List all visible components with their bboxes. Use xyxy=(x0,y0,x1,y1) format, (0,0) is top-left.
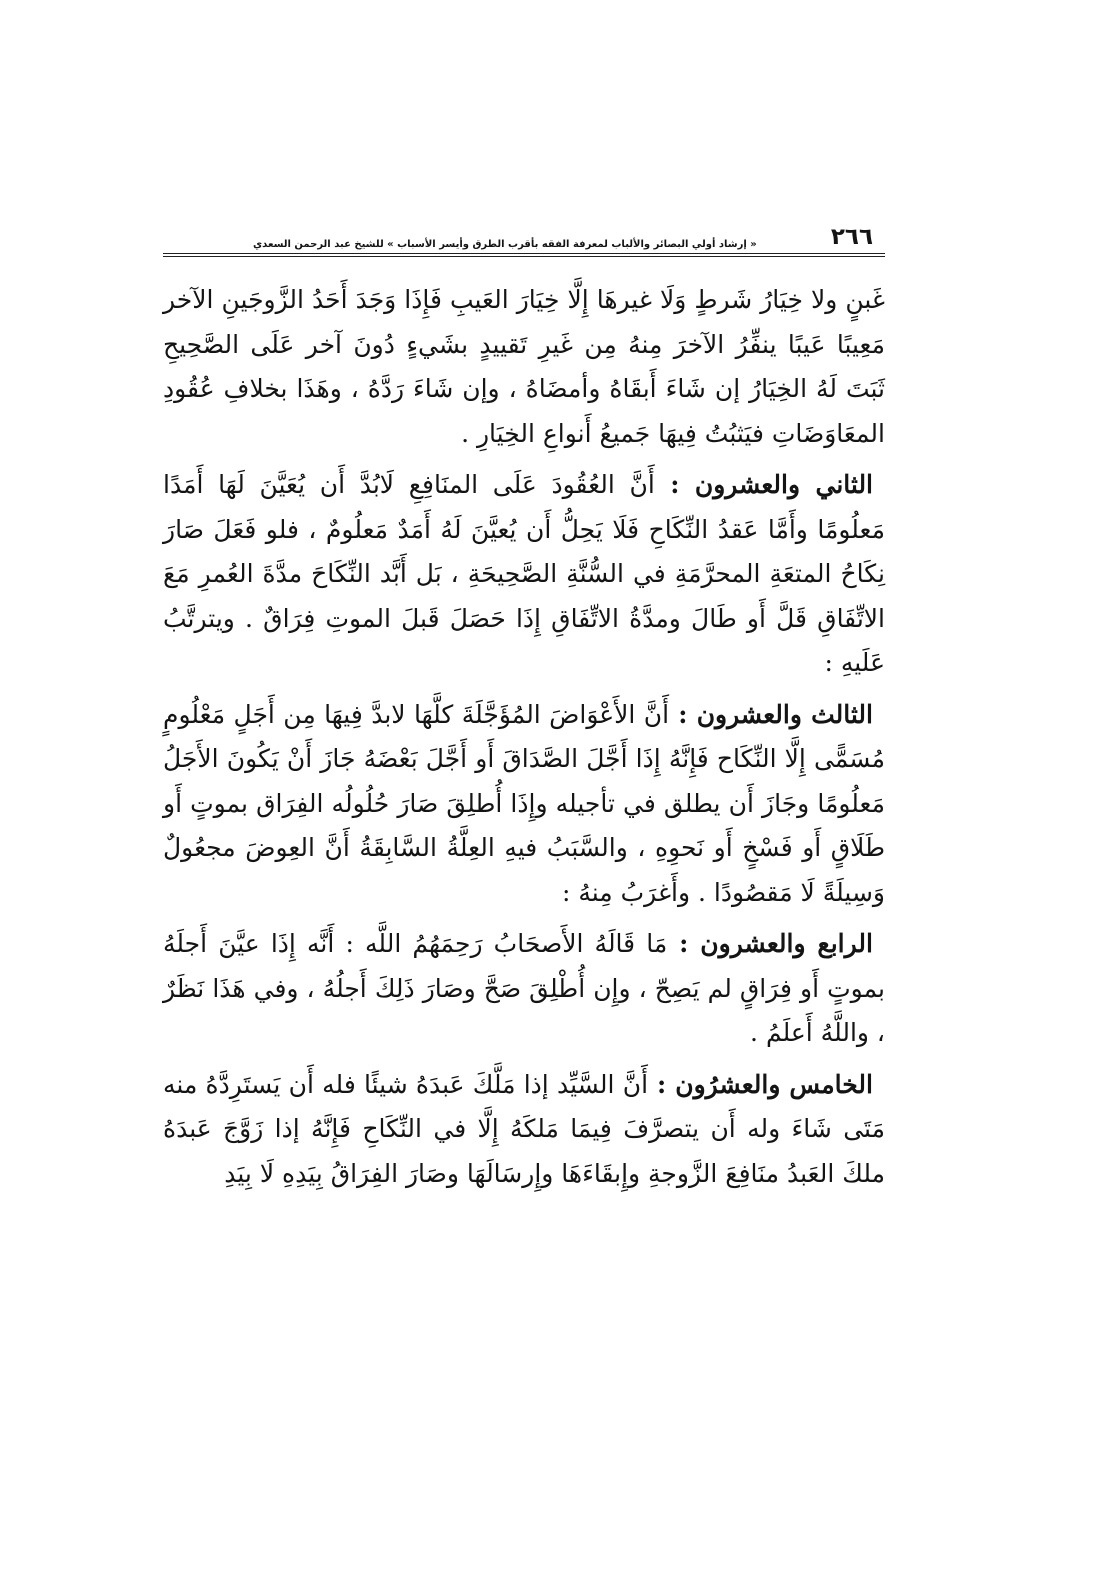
paragraph-text: أَنَّ الأَعْوَاضَ المُؤَجَّلَةَ كلَّهَا لابدَّ فِيهَا مِن أَجَلٍ مَعْلُومٍ مُسَمًّى إِلَّا النِّكَاح فَإِنَّهُ إِذَا أَجَّلَ الصَّدَاقَ أَو أَجَّلَ بَعْضَهُ جَازَ أَنْ يَكُونَ الأَجَلُ مَعلُومًا وجَازَ أَن يطلق في تأجيله وإِذَا أُطلِقَ صَارَ حُلُولُه الفِرَاق بموتٍ أَو طَلَاقٍ أَو فَسْخٍ أَو نَحوِهِ ، والسَّبَبُ فيهِ العِلَّةُ السَّابِقَةُ أَنَّ العِوضَ مجعُولٌ وَسِيلَةً لَا مَقصُودًا . وأَغرَبُ مِنهُ : xyxy=(163,699,885,907)
paragraph-25 xyxy=(163,1063,885,1197)
paragraph-23 xyxy=(163,693,885,916)
page-header xyxy=(253,220,873,250)
paragraph-22 xyxy=(163,463,885,686)
paragraph-heading: الرابع والعشرون : xyxy=(667,929,873,958)
paragraph-heading: الثالث والعشرون : xyxy=(669,699,873,729)
paragraph-text: غَبنٍ ولا خِيَارُ شَرطٍ وَلَا غيرهَا إِلَّا خِيَارَ العَيبِ فَإِذَا وَجَدَ أَحَدُ الزَّوجَينِ الآخر مَعِيبًا عَيبًا ينفِّرُ الآخرَ مِنهُ مِن غَيرِ تَقييدٍ بشَيءٍ دُونَ آخر عَلَى الصَّحِيحِ ثَبَتَ لَهُ الخِيَارُ إن شَاءَ أَبقَاهُ وأمضَاهُ ، وإن شَاءَ رَدَّهُ ، وهَذَا بخلافِ عُقُودِ المعَاوَضَاتِ فيَثبُتُ فِيهَا جَميعُ أَنواعِ الخِيَارِ . xyxy=(163,285,885,448)
paragraph-text: مَا قَالَهُ الأَصحَابُ رَحِمَهُمُ اللَّه : أَنَّه إِذَا عيَّنَ أَجلَهُ بموتٍ أَو فِرَاقٍ لم يَصِحّ ، وإِن أُطْلِقَ صَحَّ وصَارَ ذَلِكَ أَجلُهُ ، وفي هَذَا نَظَرٌ ، واللَّهُ أَعلَمُ . xyxy=(163,929,885,1047)
paragraph-text: أَنَّ العُقُودَ عَلَى المنَافِعِ لَابُدَّ أَن يُعَيَّنَ لَهَا أَمَدًا مَعلُومًا وأَمَّا عَقدُ النِّكَاحِ فَلَا يَحِلُّ أَن يُعيَّنَ لَهُ أَمَدٌ مَعلُومٌ ، فلو فَعَلَ صَارَ نِكَاحُ المتعَةِ المحرَّمَةِ في السُّنَّةِ الصَّحِيحَةِ ، بَل أَبَّد النِّكَاحَ مدَّةَ العُمرِ مَعَ الاتِّفَاقِ قَلَّ أَو طَالَ ومدَّةُ الاتِّفَاقِ إِذَا حَصَلَ قَبلَ الموتِ فِرَاقٌ . ويترتَّبُ عَلَيهِ : xyxy=(163,470,885,677)
paragraph-heading: الثاني والعشرون : xyxy=(654,470,874,499)
page-number: ٢٦٦ xyxy=(830,224,873,250)
header-rule xyxy=(163,253,885,257)
body-text xyxy=(163,278,885,1203)
paragraph-text: أَنَّ السَّيِّد إذا مَلَّكَ عَبدَهُ شيئًا فله أَن يَستَرِدَّهُ منه مَتَى شَاءَ وله أَن يتصرَّفَ فِيمَا مَلكَهُ إِلَّا في النِّكَاحِ فَإِنَّهُ إذا زَوَّجَ عَبدَهُ ملكَ العَبدُ منَافِعَ الزَّوجةِ وإِبقَاءَهَا وإِرسَالَهَا وصَارَ الفِرَاقُ بِيَدِهِ لَا بِيَدِ xyxy=(163,1069,885,1188)
paragraph-24 xyxy=(163,922,885,1056)
running-title: « إرشاد أولي البصائر والألباب لمعرفة الفقه بأقرب الطرق وأيسر الأسباب » للشيخ عبد الرحمن السعدي xyxy=(253,239,757,250)
paragraph-heading: الخامس والعشرُون : xyxy=(648,1069,873,1099)
paragraph-continuation xyxy=(163,278,885,456)
